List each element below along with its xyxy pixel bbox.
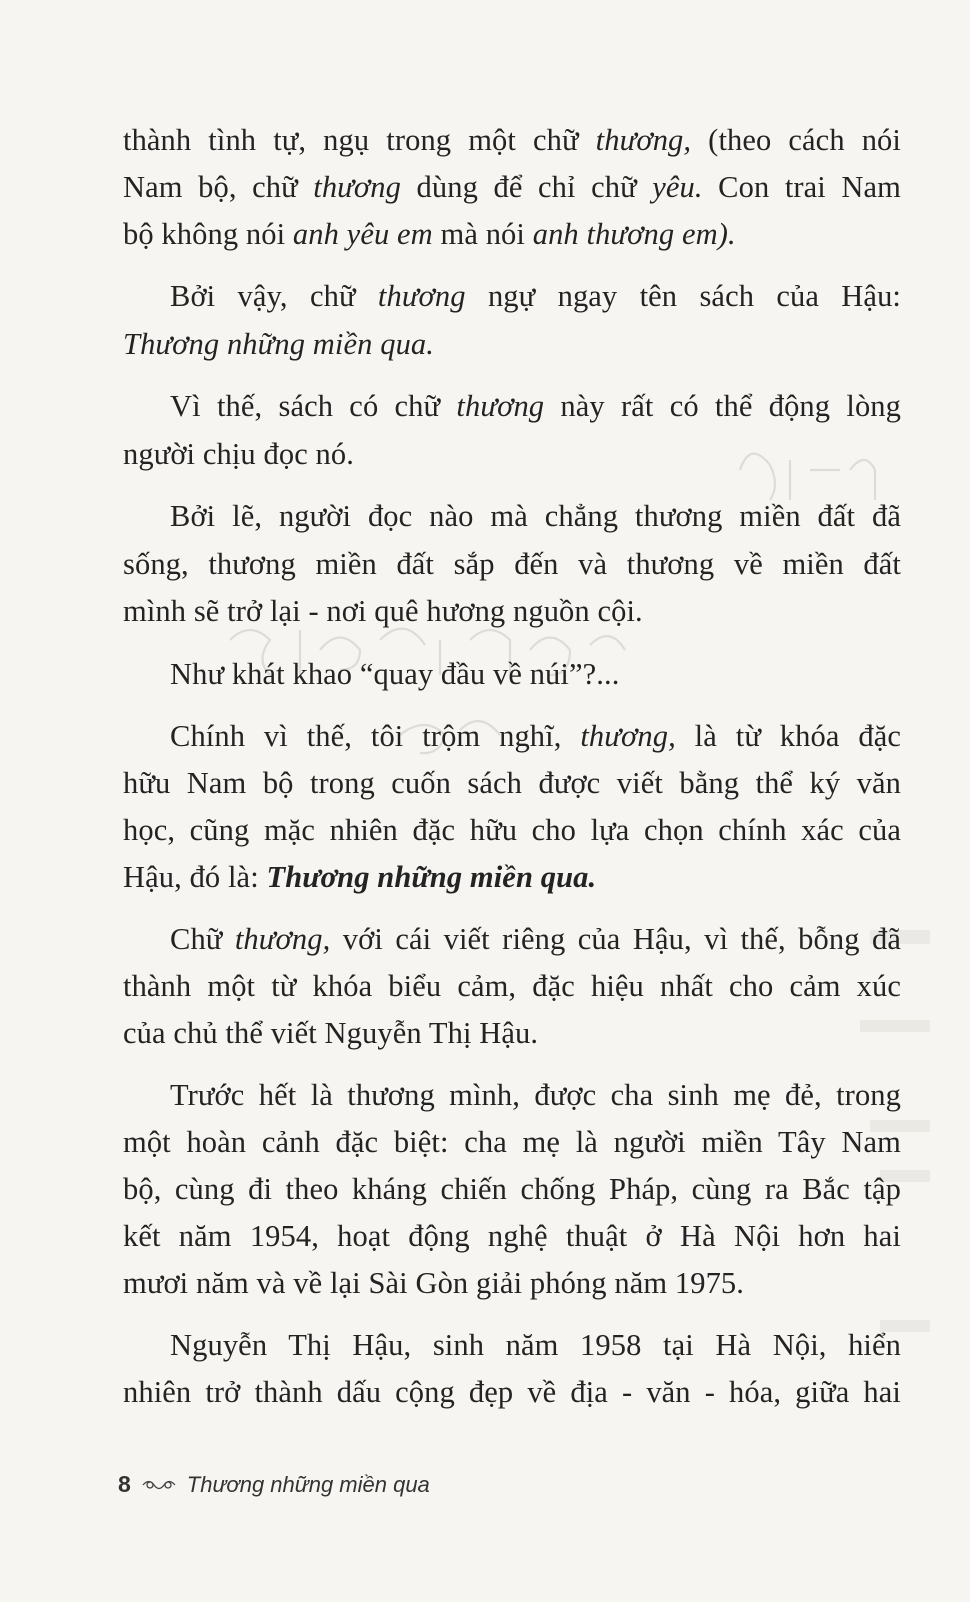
text-line [170, 272, 901, 320]
text-line [170, 1071, 901, 1119]
text-line [170, 382, 901, 430]
text-line [123, 540, 901, 588]
text-span: mươi năm và về lại Sài Gòn giải phóng năm 1975. [123, 1266, 744, 1300]
page-footer [118, 1471, 430, 1498]
text-line [123, 806, 901, 854]
text-span: mà nói [432, 217, 533, 251]
text-span: thương, [580, 719, 676, 753]
text-span: kết năm 1954, hoạt động nghệ thuật ở Hà Nội hơn hai [123, 1219, 901, 1253]
text-line [123, 853, 901, 901]
text-line [123, 587, 901, 635]
text-span: Như khát khao “quay đầu về núi”?... [170, 657, 620, 691]
page-number: 8 [118, 1471, 131, 1497]
text-span: Trước hết là thương mình, được cha sinh mẹ đẻ, trong [170, 1078, 901, 1112]
text-line [123, 1259, 901, 1307]
text-line [123, 163, 901, 211]
text-span: thương [313, 170, 401, 204]
text-line [123, 1368, 901, 1416]
text-span: thương [377, 279, 466, 313]
text-line [123, 1212, 901, 1260]
swirl-ornament-icon [141, 1478, 177, 1492]
text-span: với cái viết riêng của Hậu, vì thế, bỗng đã [330, 922, 901, 956]
text-span: yêu. [652, 170, 703, 204]
text-span: sống, thương miền đất sắp đến và thương về miền đất [123, 547, 901, 581]
text-span: Thương những miền qua. [266, 860, 597, 894]
text-span: là từ khóa đặc [675, 719, 901, 753]
text-span: Chữ [170, 922, 235, 956]
text-span: dùng để chỉ chữ [401, 170, 653, 204]
text-span: nhiên trở thành dấu cộng đẹp về địa - văn - hóa, giữa hai [123, 1375, 901, 1409]
text-span: anh thương em). [532, 217, 736, 251]
text-span: một hoàn cảnh đặc biệt: cha mẹ là người miền Tây Nam [123, 1125, 901, 1159]
text-line [123, 1165, 901, 1213]
running-title: Thương những miền qua [186, 1471, 430, 1497]
text-line [170, 1321, 901, 1369]
text-span: mình sẽ trở lại - nơi quê hương nguồn cội. [123, 594, 643, 628]
text-span: thành tình tự, ngụ trong một chữ [123, 123, 596, 157]
text-span: Hậu, đó là: [123, 860, 267, 894]
text-span: Nam bộ, chữ [123, 170, 314, 204]
text-span: bộ, cùng đi theo kháng chiến chống Pháp, cùng ra Bắc tập [123, 1172, 901, 1206]
text-line [170, 915, 901, 963]
text-span: của chủ thể viết Nguyễn Thị Hậu. [123, 1016, 539, 1050]
text-line [123, 320, 901, 368]
text-span: Con trai Nam [702, 170, 901, 204]
text-span: thành một từ khóa biểu cảm, đặc hiệu nhất cho cảm xúc [123, 969, 901, 1003]
text-span: hữu Nam bộ trong cuốn sách được viết bằng thể ký văn [123, 766, 901, 800]
text-span: học, cũng mặc nhiên đặc hữu cho lựa chọn chính xác của [123, 813, 901, 847]
text-line [170, 650, 901, 698]
text-span: Bởi lẽ, người đọc nào mà chẳng thương miền đất đã [170, 499, 901, 533]
text-span: thương [456, 389, 545, 423]
text-line [123, 1118, 901, 1166]
text-line [123, 759, 901, 807]
text-span: thương, [595, 123, 692, 157]
text-span: thương, [234, 922, 331, 956]
text-span: Chính vì thế, tôi trộm nghĩ, [170, 719, 581, 753]
text-span: Thương những miền qua. [123, 327, 434, 361]
text-line [170, 712, 901, 760]
text-span: Bởi vậy, chữ [170, 279, 378, 313]
text-line [170, 492, 901, 540]
text-span: Vì thế, sách có chữ [170, 389, 457, 423]
text-line [123, 430, 901, 478]
text-span: ngự ngay tên sách của Hậu: [465, 279, 901, 313]
text-span: Nguyễn Thị Hậu, sinh năm 1958 tại Hà Nội, hiển [170, 1328, 901, 1362]
text-line [123, 962, 901, 1010]
text-line [123, 1009, 901, 1057]
text-span: này rất có thể động lòng [544, 389, 901, 423]
text-span: người chịu đọc nó. [123, 437, 354, 471]
text-line [123, 116, 901, 164]
text-span: anh yêu em [292, 217, 433, 251]
text-span: (theo cách nói [691, 123, 901, 157]
text-line [123, 210, 901, 258]
text-span: bộ không nói [123, 217, 293, 251]
